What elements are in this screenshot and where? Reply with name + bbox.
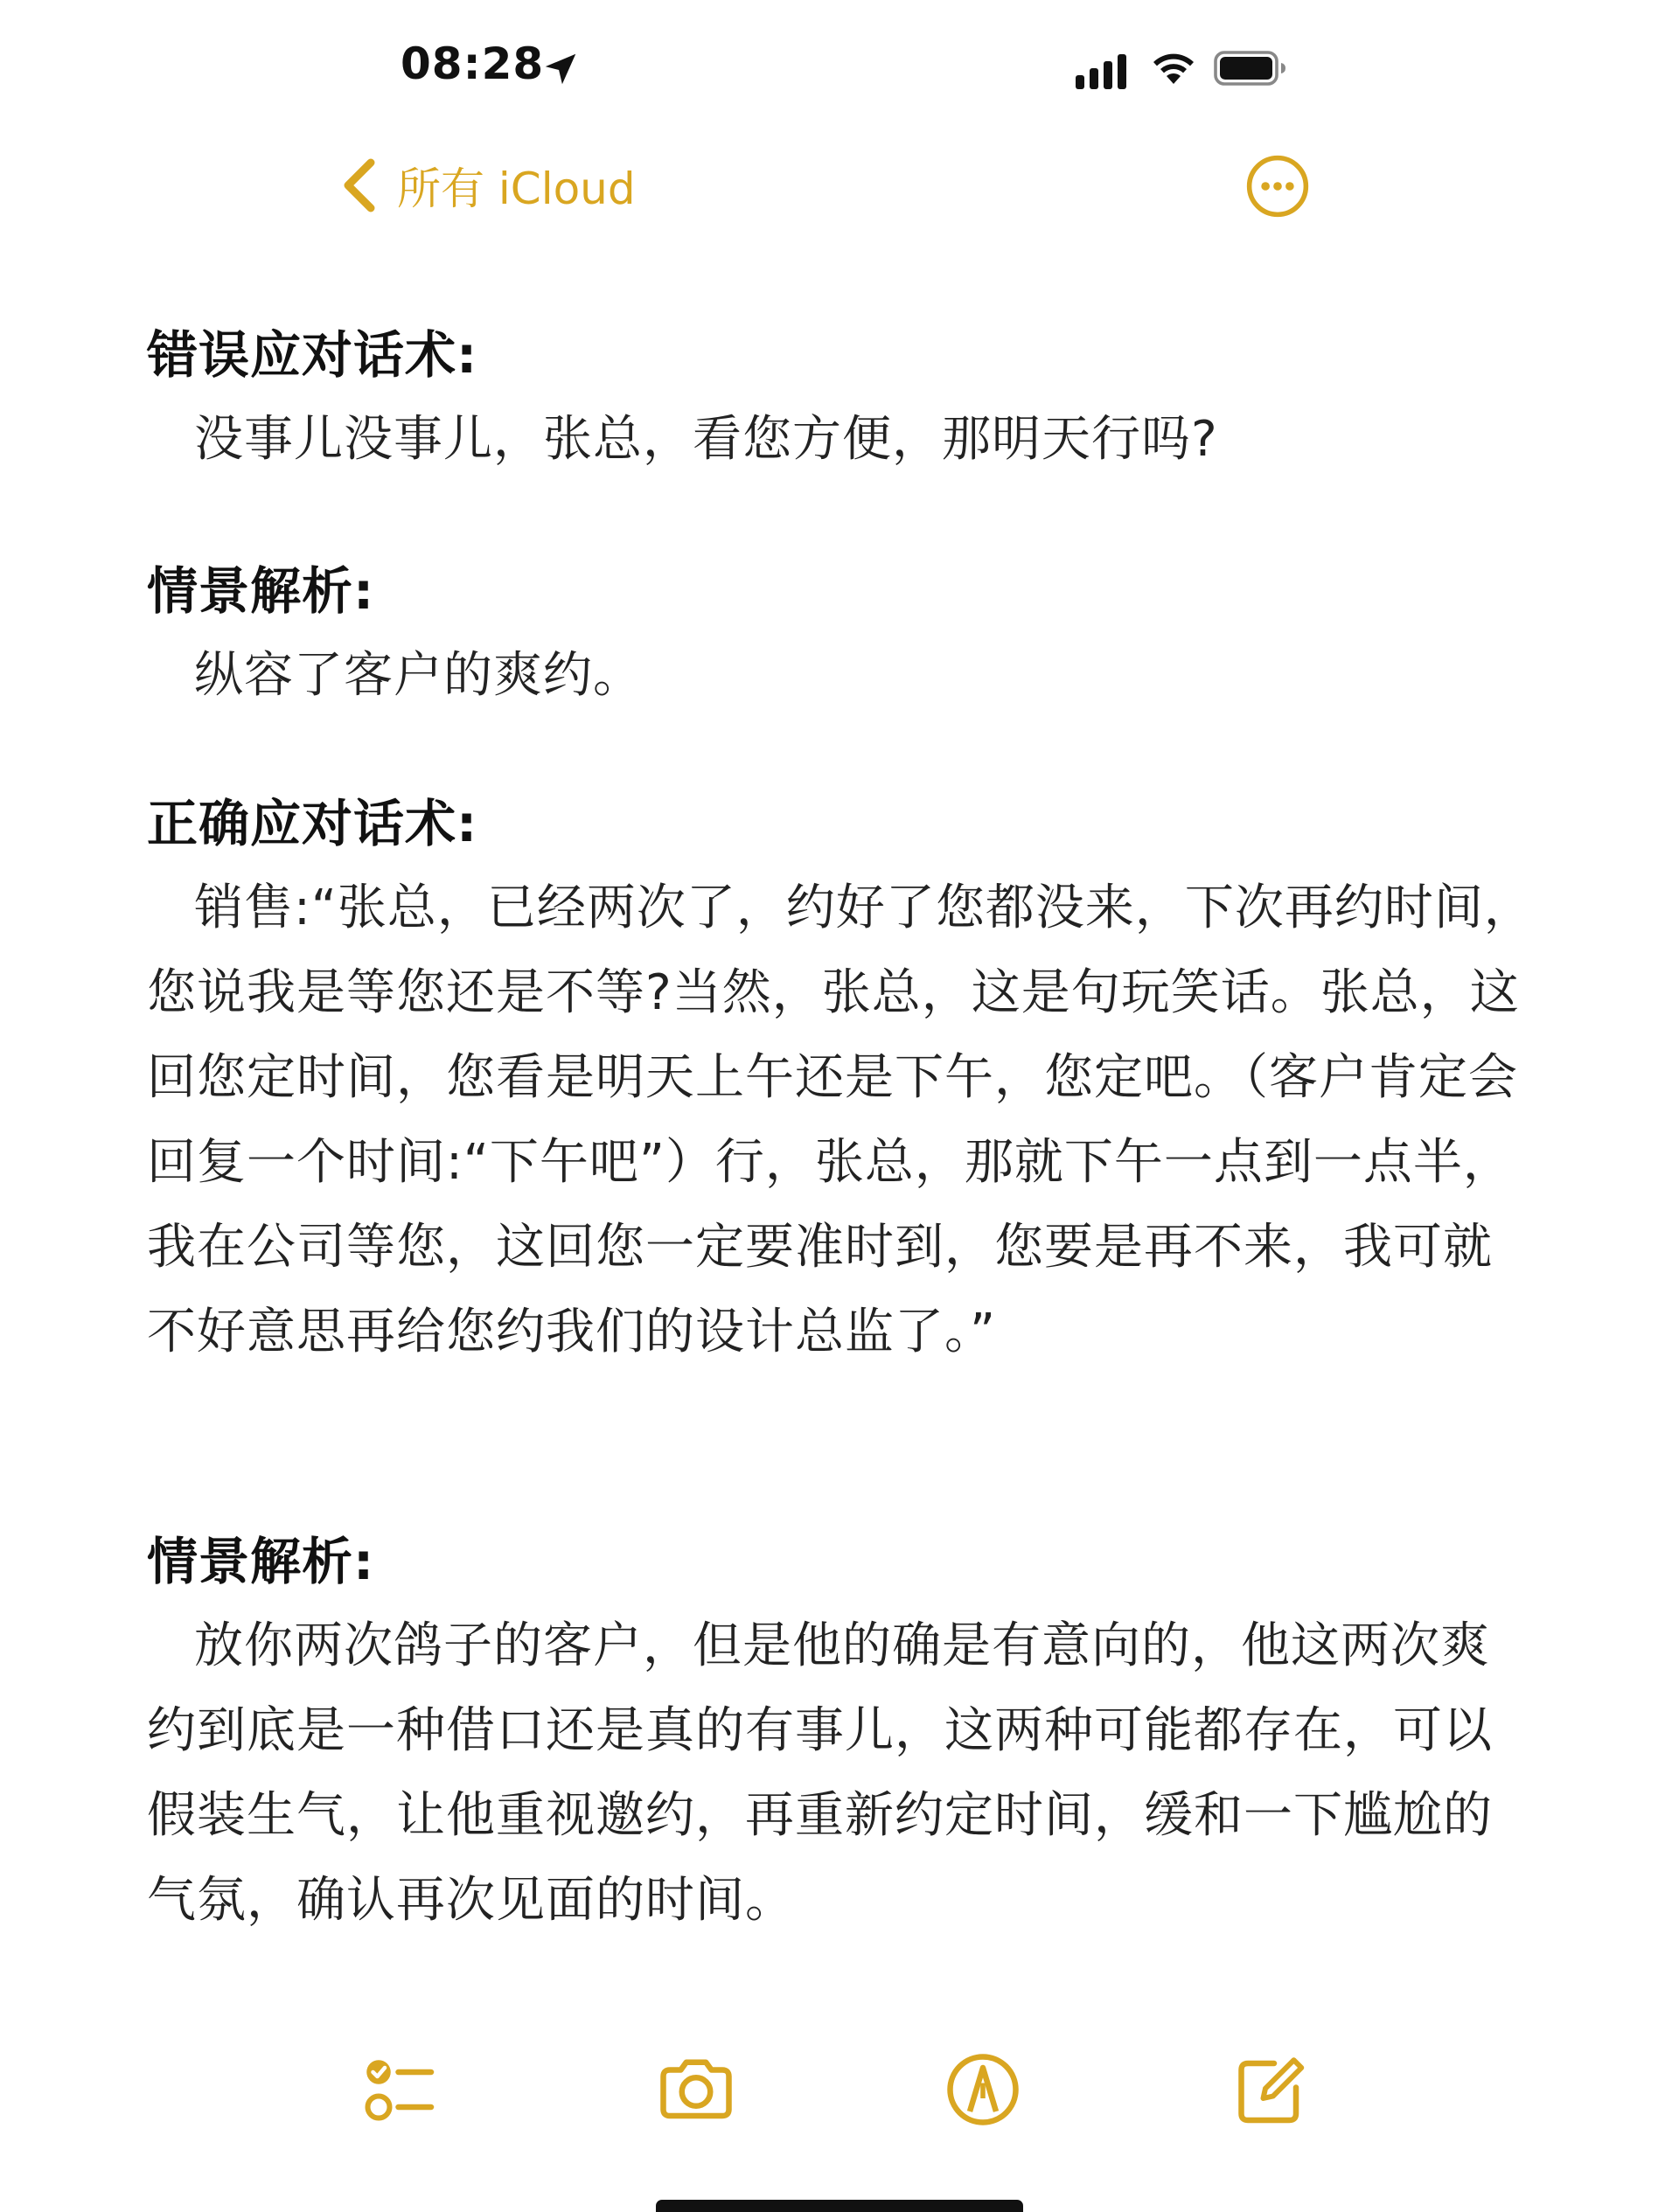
compose-icon[interactable] xyxy=(1226,2046,1313,2133)
section-heading: 情景解析: xyxy=(147,1532,375,1591)
note-section xyxy=(147,1520,1537,1943)
note-section xyxy=(147,782,1537,1374)
section-body: 放你两次鸽子的客户，但是他的确是有意向的，他这两次爽约到底是一种借口还是真的有事儿，这两种可能都存在，可以假装生气，让他重视邀约，再重新约定时间，缓和一下尴尬的气氛，确认再次见面的时间。 xyxy=(147,1617,1493,1929)
back-button[interactable] xyxy=(339,152,636,219)
home-indicator xyxy=(656,2200,1023,2212)
chevron-left-icon xyxy=(339,157,378,213)
section-body: 没事儿没事儿，张总，看您方便，那明天行吗? xyxy=(194,411,1218,468)
note-section xyxy=(147,313,1537,482)
section-heading: 错误应对话术: xyxy=(147,325,478,385)
markup-pen-icon[interactable] xyxy=(939,2046,1027,2133)
note-section xyxy=(147,549,1537,718)
bottom-toolbar xyxy=(0,2046,1679,2151)
section-heading: 情景解析: xyxy=(147,561,375,621)
status-time: 08:28 xyxy=(401,38,545,89)
ellipsis-circle-icon[interactable] xyxy=(1245,154,1310,219)
section-body: 销售:“张总，已经两次了，约好了您都没来，下次再约时间，您说我是等您还是不等?当然，张总，这是句玩笑话。张总，这回您定时间，您看是明天上午还是下午，您定吧。（客户肯定会回复一个时间:“下午吧”）行，张总，那就下午一点到一点半，我在公司等您，这回您一定要准时到，您要是再不来，我可就不好意思再给您约我们的设计总监了。” xyxy=(147,880,1534,1360)
location-arrow-icon xyxy=(540,49,581,89)
battery-icon xyxy=(1214,51,1287,86)
status-bar xyxy=(0,0,1679,131)
camera-icon[interactable] xyxy=(652,2046,740,2133)
checklist-icon[interactable] xyxy=(357,2046,444,2133)
back-label: 所有 iCloud xyxy=(397,163,636,214)
cellular-signal-icon xyxy=(1076,54,1130,89)
nav-bar xyxy=(0,140,1679,227)
wifi-icon xyxy=(1147,49,1200,87)
section-body: 纵容了客户的爽约。 xyxy=(194,647,643,704)
section-heading: 正确应对话术: xyxy=(147,794,478,853)
